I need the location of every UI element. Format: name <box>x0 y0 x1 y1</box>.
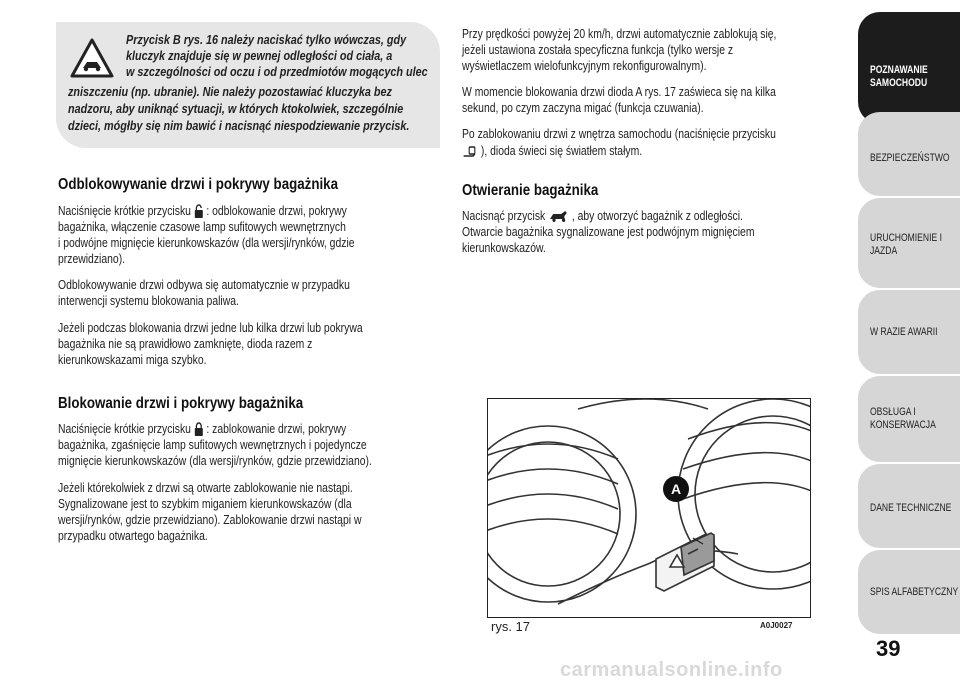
paragraph-line: Przy prędkości powyżej 20 km/h, drzwi automatycznie zablokują się, <box>462 26 777 41</box>
warning-triangle-icon <box>70 38 114 78</box>
lock-icon <box>194 422 204 437</box>
page-number: 39 <box>876 636 901 661</box>
paragraph-line: interwencji systemu blokowania paliwa. <box>58 293 239 308</box>
paragraph-line: bagażnika, włączenie czasowe lamp sufitowych wewnętrznych <box>58 219 346 234</box>
tab-obsluga-konserwacja[interactable]: OBSŁUGA I KONSERWACJA <box>858 376 960 462</box>
tab-spis-alfabetyczny[interactable]: SPIS ALFABETYCZNY <box>858 550 960 634</box>
warning-line: dzieci, mógłby się nim bawić i nacisnąć niespodziewanie przycisk. <box>68 118 410 133</box>
figure-rys-17 <box>487 398 811 618</box>
paragraph-line: kierunkowskazów. <box>462 240 546 255</box>
paragraph-line: i podwójne mignięcie kierunkowskazów (dla wersji/rynków, gdzie <box>58 235 355 250</box>
paragraph-line: bagażnika, zgaśnięcie lamp sufitowych wewnętrznych i pojedyncze <box>58 437 367 452</box>
paragraph-line: przypadku otwartego bagażnika. <box>58 528 208 543</box>
tab-uruchomienie-jazda[interactable]: URUCHOMIENIE I JAZDA <box>858 198 960 288</box>
section-heading-unlock: Odblokowywanie drzwi i pokrywy bagażnika <box>58 176 338 193</box>
warning-line: kluczyk znajduje się w pewnej odległości od ciała, a <box>126 48 393 63</box>
warning-line: w szczególności od oczu i od przedmiotów mogących ulec <box>126 64 428 79</box>
figure-caption: rys. 17 <box>491 619 531 634</box>
paragraph-line: Jeżeli którekolwiek z drzwi są otwarte zablokowanie nie nastąpi. <box>58 480 353 495</box>
paragraph-line: Po zablokowaniu drzwi z wnętrza samochodu (naciśnięcie przycisku <box>462 126 776 141</box>
warning-line: Przycisk B rys. 16 należy naciskać tylko wówczas, gdy <box>126 32 407 47</box>
paragraph-line: bagażnika nie są prawidłowo zamknięte, dioda razem z <box>58 336 313 351</box>
warning-line: nadzoru, aby uniknąć sytuacji, w których ktokolwiek, szczególnie <box>68 101 404 116</box>
paragraph-line: Jeżeli podczas blokowania drzwi jedne lub kilka drzwi lub pokrywa <box>58 320 363 335</box>
interior-lock-button-icon <box>462 145 478 159</box>
callout-marker-a: A <box>670 481 682 497</box>
trunk-open-icon <box>548 210 569 223</box>
warning-line: zniszczeniu (np. ubranie). Nie należy pozostawiać kluczyka bez <box>68 84 392 99</box>
paragraph-line: wersji/rynków, gdzie przewidziano). Zablokowanie drzwi nastąpi w <box>58 512 362 527</box>
paragraph-line: Sygnalizowane jest to szybkim miganiem kierunkowskazów (dla <box>58 496 352 511</box>
paragraph-line: Naciśnięcie krótkie przycisku : odblokowanie drzwi, pokrywy <box>58 203 347 218</box>
section-heading-lock: Blokowanie drzwi i pokrywy bagażnika <box>58 395 304 412</box>
tab-dane-techniczne[interactable]: DANE TECHNICZNE <box>858 464 960 548</box>
paragraph-line: ), dioda świeci się światłem stałym. <box>462 143 642 159</box>
paragraph-line: Naciśnięcie krótkie przycisku : zablokowanie drzwi, pokrywy <box>58 421 347 436</box>
paragraph-line: wyświetlaczem wielofunkcyjnym rekonfigurowalnym). <box>462 58 707 73</box>
paragraph-line: Odblokowywanie drzwi odbywa się automatycznie w przypadku <box>58 277 350 292</box>
paragraph-line: Otwarcie bagażnika sygnalizowane jest podwójnym mignięciem <box>462 224 755 239</box>
paragraph-line: W momencie blokowania drzwi dioda A rys. 17 zaświeca się na kilka <box>462 84 776 99</box>
paragraph-line: jeżeli ustawiona została specyficzna funkcja (tylko wersje z <box>462 42 734 57</box>
paragraph-line: Nacisnąć przycisk , aby otworzyć bagażnik z odległości. <box>462 208 743 223</box>
figure-code: A0J0027 <box>760 621 793 630</box>
dashboard-illustration <box>488 399 810 617</box>
paragraph-line: przewidziano). <box>58 251 126 266</box>
paragraph-line: mignięcie kierunkowskazów (dla wersji/rynków, gdzie przewidziano). <box>58 453 372 468</box>
tab-w-razie-awarii[interactable]: W RAZIE AWARII <box>858 290 960 374</box>
section-heading-trunk: Otwieranie bagażnika <box>462 182 599 199</box>
paragraph-line: sekund, po czym zaczyna migać (funkcja czuwania). <box>462 100 704 115</box>
unlock-icon <box>194 204 204 219</box>
paragraph-line: kierunkowskazami miga szybko. <box>58 352 207 367</box>
tab-bezpieczenstwo[interactable]: BEZPIECZEŃSTWO <box>858 112 960 196</box>
tab-poznawanie-samochodu[interactable]: POZNAWANIE SAMOCHODU <box>858 12 960 124</box>
watermark: carmanualsonline.info <box>560 659 783 681</box>
